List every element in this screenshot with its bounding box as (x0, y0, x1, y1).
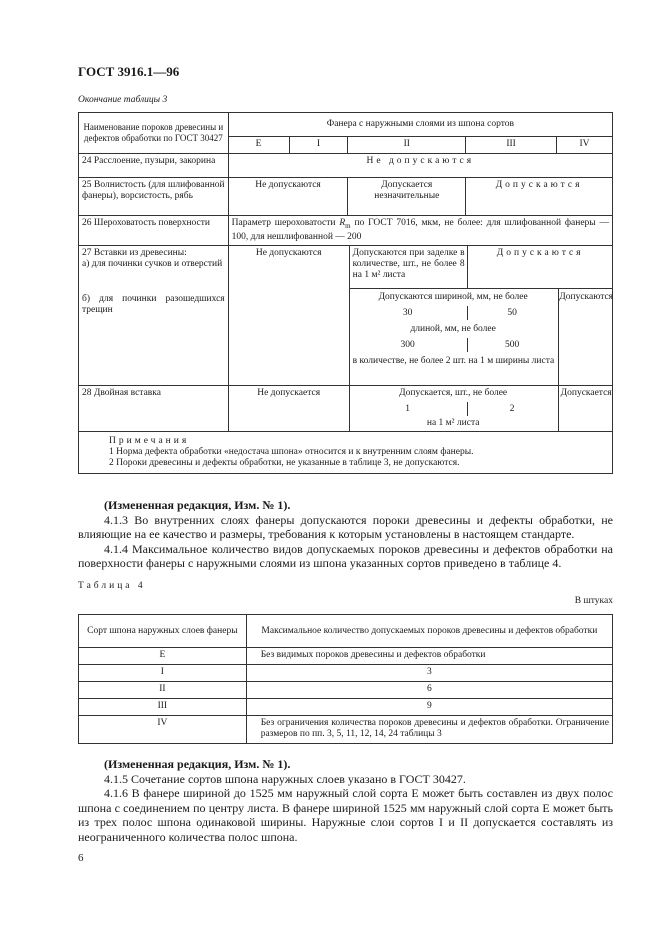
text-block-1 (78, 498, 613, 571)
grade-iv: IV (557, 137, 613, 154)
row26-value-a: Параметр шероховатости (231, 218, 336, 228)
table4-grade: II (79, 682, 247, 699)
row26-value (228, 216, 612, 246)
text-block-2 (78, 757, 613, 844)
table4-value: Без видимых пороков древесины и дефектов обработки (246, 648, 612, 665)
row28-v2: 2 (509, 403, 515, 414)
row27-values (228, 245, 612, 385)
paragraph-4-1-3: 4.1.3 Во внутренних слоях фанеры допускаются пороки древесины и дефекты обработки, не влияющие на ее качество и размеры, требования к которым установлены в настоящем стандарте. (78, 512, 613, 541)
table4-unit: В штуках (574, 596, 613, 606)
table4-caption: Таблица 4 (78, 581, 146, 591)
table4-grade: I (79, 665, 247, 682)
row25-e-i: Не допускаются (228, 178, 348, 216)
grade-ii: II (348, 137, 466, 154)
row25-name: 25 Волнистость (для шлифованной фанеры), ворсистость, рябь (79, 178, 229, 216)
table4-header-grade: Сорт шпона наружных слоев фанеры (79, 615, 247, 648)
rm-symbol: R (339, 218, 346, 228)
row27-b-length: длиной, мм, не более (410, 323, 496, 334)
note-2: 2 Пороки древесины и дефекты обработки, не указанные в таблице 3, не допускаются. (109, 457, 460, 468)
table3-caption: Окончание таблицы 3 (78, 95, 168, 105)
grade-iii: III (466, 137, 557, 154)
row25-ii: Допускается незначительные (348, 178, 466, 216)
col-header-group: Фанера с наружными слоями из шпона сортов (228, 113, 612, 137)
changed-note-1: (Измененная редакция, Изм. № 1). (104, 498, 291, 512)
row28-v1: 1 (405, 403, 411, 414)
row28-name: 28 Двойная вставка (79, 385, 229, 431)
row28-iv: Допускается (560, 387, 612, 398)
row27-name: 27 Вставки из древесины: (82, 247, 187, 258)
col-header-left: Наименование пороков древесины и дефектов обработки по ГОСТ 30427 (79, 113, 229, 154)
note-1: 1 Норма дефекта обработки «недостача шпона» относится и к внутренним слоям фанеры. (109, 446, 474, 457)
row27-b-l1: 300 (400, 339, 415, 350)
row25-iii-iv: Допускаются (466, 178, 613, 216)
row27-a-iii-iv: Допускаются (496, 247, 584, 258)
row27-name-cell (79, 245, 229, 385)
row26-name: 26 Шероховатость поверхности (79, 216, 229, 246)
table3-notes (79, 431, 613, 473)
row26-value-b: по ГОСТ 7016, мкм, не более: для шлифованной фанеры — 100, для нешлифованной — 200 (231, 218, 610, 242)
row27-sub-a: а) для починки сучков и отверстий (82, 258, 223, 269)
row28-bottom: на 1 м² листа (426, 417, 480, 428)
table4-grade: Е (79, 648, 247, 665)
row24-value: Не допускаются (228, 154, 612, 178)
table3 (78, 112, 613, 474)
page-number: 6 (78, 852, 84, 864)
table4-value: Без ограничения количества пороков древесины и дефектов обработки. Ограничение размеров по пп. 3, 5, 11, 12, 14, 24 таблицы 3 (246, 716, 612, 744)
row27-b-w1: 30 (402, 307, 413, 318)
paragraph-4-1-5: 4.1.5 Сочетание сортов шпона наружных слоев указано в ГОСТ 30427. (104, 771, 466, 786)
grade-i: I (289, 137, 348, 154)
row28-values (228, 385, 612, 431)
row27-a-ii-text: Допускаются при заделке в количестве, шт., не более 8 на 1 м² листа (352, 247, 465, 280)
table4-grade: III (79, 699, 247, 716)
row27-b-width: Допускаются шириной, мм, не более (378, 291, 528, 302)
table4-value: 3 (246, 665, 612, 682)
document-header: ГОСТ 3916.1—96 (78, 64, 180, 79)
rm-subscript: m (345, 221, 351, 230)
row27-sub-b: б) для починки разошедшихся трещин (82, 293, 225, 315)
table4-header-max: Максимальное количество допускаемых пороков древесины и дефектов обработки (246, 615, 612, 648)
notes-title: Примечания (109, 435, 190, 446)
paragraph-4-1-4: 4.1.4 Максимальное количество видов допускаемых пороков древесины и дефектов обработки на поверхности фанеры с наружными слоями из шпона указанных сортов приведено в таблице 4. (78, 541, 613, 570)
row28-top: Допускается, шт., не более (399, 387, 508, 398)
row27-a-ii (353, 248, 465, 281)
row27-b-w2: 50 (507, 307, 517, 318)
changed-note-2: (Измененная редакция, Изм. № 1). (104, 757, 291, 771)
row27-b-count: в количестве, не более 2 шт. на 1 м ширины листа (352, 355, 555, 366)
row27-b-l2: 500 (505, 339, 520, 350)
grade-e: Е (228, 137, 289, 154)
row27-a-e-i: Не допускаются (255, 247, 322, 258)
table4-value: 9 (246, 699, 612, 716)
row24-name: 24 Расслоение, пузыри, закорина (79, 154, 229, 178)
table4 (78, 614, 613, 744)
table4-value: 6 (246, 682, 612, 699)
paragraph-4-1-6: 4.1.6 В фанере шириной до 1525 мм наружный слой сорта Е может быть составлен из двух полос шпона с соединением по центру листа. В фанере шириной 1525 мм наружный слой сорта Е может быть из трех полос шпона одинаковой ширины. Наружные слои сортов I и II допускается составлять из неограниченного количества полос шпона. (78, 786, 613, 844)
row28-e-i: Не допускается (257, 387, 321, 398)
row27-b-iv: Допускаются (559, 291, 614, 302)
table4-grade: IV (79, 716, 247, 744)
